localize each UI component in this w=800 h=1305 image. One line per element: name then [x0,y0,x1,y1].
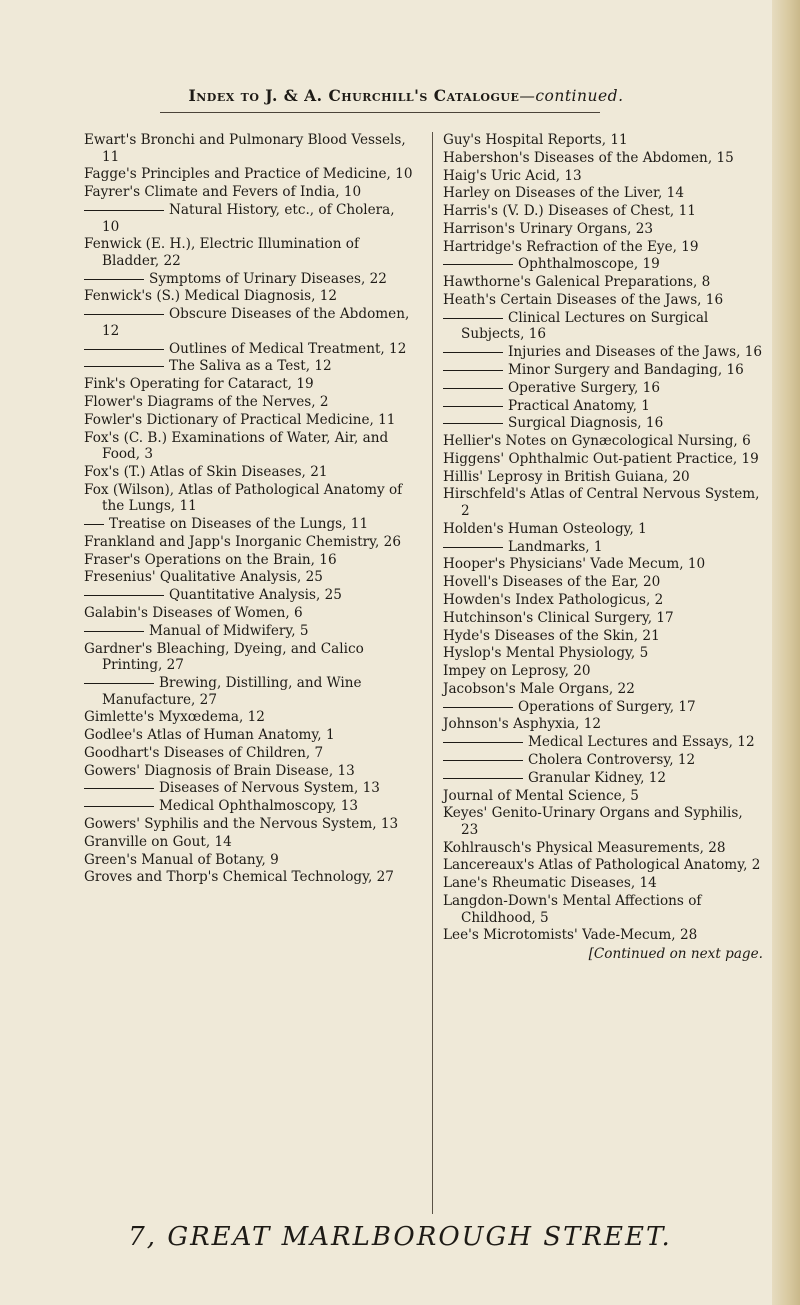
index-column-left [84,132,414,887]
index-entry [443,344,763,361]
index-entry-text: Manual of Midwifery, 5 [149,622,309,639]
index-entry-text: Ophthalmoscope, 19 [518,256,660,273]
ditto-dash [443,352,503,353]
index-entry-text: Surgical Diagnosis, 16 [508,415,664,432]
index-entry [84,587,414,604]
index-entry-text: Granville on Gout, 14 [84,833,232,850]
index-entry [443,433,763,450]
index-entry-text: Fox's (T.) Atlas of Skin Diseases, 21 [84,463,328,480]
index-entry-text: Fowler's Dictionary of Practical Medicine, 11 [84,411,396,428]
index-entry-text: Symptoms of Urinary Diseases, 22 [149,270,387,287]
index-entry-text: Journal of Mental Science, 5 [443,787,639,804]
index-entry-text: Galabin's Diseases of Women, 6 [84,604,303,621]
index-entry [443,256,763,273]
continued-note: [Continued on next page. [588,946,763,962]
index-entry [443,857,763,874]
index-entry-text: Langdon-Down's Mental Affections of Childhood, 5 [443,893,702,926]
index-entry-text: Higgens' Ophthalmic Out-patient Practice, 19 [443,450,759,467]
index-entry-text: Keyes' Genito-Urinary Organs and Syphilis, 23 [443,805,743,838]
index-entry-text: Fenwick's (S.) Medical Diagnosis, 12 [84,288,338,305]
index-entry-text: Fresenius' Qualitative Analysis, 25 [84,569,323,586]
index-entry [84,605,414,622]
index-entry [84,534,414,551]
ditto-dash [443,760,523,761]
index-entry [84,569,414,586]
index-entry-text: Harris's (V. D.) Diseases of Chest, 11 [443,203,696,220]
index-entry [84,675,414,708]
ditto-dash [84,788,154,789]
index-entry [84,763,414,780]
index-entry-text: Medical Ophthalmoscopy, 13 [159,798,359,815]
index-entry-text: Johnson's Asphyxia, 12 [443,716,602,733]
column-divider [432,132,433,1214]
index-entry-text: Groves and Thorp's Chemical Technology, 27 [84,869,394,886]
index-entry [84,798,414,815]
index-entry-text: Green's Manual of Botany, 9 [84,851,279,868]
index-entry-text: Guy's Hospital Reports, 11 [443,132,628,148]
index-entry [84,641,414,674]
index-entry [443,398,763,415]
index-entry-text: Lee's Microtomists' Vade-Mecum, 28 [443,927,698,944]
index-entry-text: Quantitative Analysis, 25 [169,587,342,604]
index-entry [84,202,414,235]
index-entry [443,805,763,838]
index-entry-text: Treatise on Diseases of the Lungs, 11 [109,516,369,533]
ditto-dash [84,314,164,315]
index-entry [443,415,763,432]
running-head-title: Index to J. & A. Churchill's Catalogue [188,86,520,105]
index-entry [84,852,414,869]
index-entry [84,132,414,165]
ditto-dash [443,707,513,708]
index-entry-text: Clinical Lectures on Surgical Subjects, 16 [461,309,709,343]
index-entry-text: Fink's Operating for Cataract, 19 [84,376,314,393]
index-entry [84,412,414,429]
index-entry-text: Ewart's Bronchi and Pulmonary Blood Vessels, 11 [84,132,406,165]
index-entry-text: Operations of Surgery, 17 [518,698,696,715]
ditto-dash [443,406,503,407]
index-entry-text: Practical Anatomy, 1 [508,397,650,414]
ditto-dash [443,264,513,265]
index-entry-text: Kohlrausch's Physical Measurements, 28 [443,839,726,856]
index-entry [84,341,414,358]
index-entry [84,166,414,183]
index-entry [84,271,414,288]
index-entry [84,306,414,339]
header-rule [160,112,600,113]
ditto-dash [84,631,144,632]
index-entry [443,185,763,202]
index-entry [443,752,763,769]
index-entry-text: Frankland and Japp's Inorganic Chemistry, 26 [84,533,401,550]
index-entry-text: Outlines of Medical Treatment, 12 [169,340,407,357]
index-entry [84,358,414,375]
index-entry [84,780,414,797]
index-entry [443,663,763,680]
index-entry-text: Minor Surgery and Bandaging, 16 [508,361,744,378]
index-entry [443,274,763,291]
index-entry-text: Natural History, etc., of Cholera, 10 [102,201,395,235]
index-entry [84,184,414,201]
index-entry-text: Hyslop's Mental Physiology, 5 [443,645,649,662]
index-entry [84,816,414,833]
index-entry [443,451,763,468]
index-entry [84,516,414,533]
index-entry-text: Lancereaux's Atlas of Pathological Anatomy, 2 [443,857,761,874]
index-entry [443,203,763,220]
index-entry [443,927,763,944]
index-entry [443,521,763,538]
index-entry [84,869,414,886]
ditto-dash [84,806,154,807]
index-entry-text: Granular Kidney, 12 [528,769,667,786]
index-entry-text: Habershon's Diseases of the Abdomen, 15 [443,149,734,166]
index-entry-text: Hawthorne's Galenical Preparations, 8 [443,274,711,291]
index-entry-text: Fagge's Principles and Practice of Medicine, 10 [84,166,413,183]
index-entry-text: Gowers' Syphilis and the Nervous System, 13 [84,815,399,832]
index-entry [443,788,763,805]
ditto-dash [443,318,503,319]
index-entry [443,380,763,397]
index-entry [84,623,414,640]
index-entry [443,716,763,733]
index-entry-text: Heath's Certain Diseases of the Jaws, 16 [443,292,724,309]
ditto-dash [84,279,144,280]
index-entry [84,727,414,744]
publisher-address: 7, GREAT MARLBOROUGH STREET. [128,1222,672,1252]
index-entry [443,221,763,238]
index-entry [443,486,763,519]
index-entry-text: Fayrer's Climate and Fevers of India, 10 [84,184,362,201]
index-entry-text: Fenwick (E. H.), Electric Illumination of Bladder, 22 [84,236,360,269]
index-entry [84,430,414,463]
index-entry [443,168,763,185]
index-entry-text: Fraser's Operations on the Brain, 16 [84,551,337,568]
index-entry [84,394,414,411]
index-entry-text: Cholera Controversy, 12 [528,751,696,768]
index-entry-text: The Saliva as a Test, 12 [169,358,332,375]
ditto-dash [443,742,523,743]
ditto-dash [443,388,503,389]
ditto-dash [84,595,164,596]
index-entry-text: Gowers' Diagnosis of Brain Disease, 13 [84,762,355,779]
index-entry [443,362,763,379]
index-entry [443,469,763,486]
index-entry-text: Landmarks, 1 [508,538,603,555]
index-entry [443,681,763,698]
running-head [56,86,756,105]
index-entry [84,552,414,569]
index-entry-text: Jacobson's Male Organs, 22 [443,680,635,697]
index-entry-text: Hovell's Diseases of the Ear, 20 [443,574,661,591]
ditto-dash [443,547,503,548]
index-entry-text: Hooper's Physicians' Vade Mecum, 10 [443,556,706,573]
index-entry-text: Brewing, Distilling, and Wine Manufacture, 27 [102,674,362,708]
index-entry-text: Holden's Human Osteology, 1 [443,520,647,537]
index-entry [443,610,763,627]
page-edge [772,0,800,1305]
index-column-right [443,132,763,963]
ditto-dash [84,210,164,211]
index-entry-text: Hutchinson's Clinical Surgery, 17 [443,609,674,626]
index-entry-text: Hirschfeld's Atlas of Central Nervous System, 2 [443,486,760,520]
ditto-dash [84,683,154,684]
index-entry [84,745,414,762]
index-entry [443,592,763,609]
index-entry [443,893,763,926]
index-entry [443,840,763,857]
index-entry [443,150,763,167]
index-entry-text: Injuries and Diseases of the Jaws, 16 [508,344,763,361]
index-entry-text: Gardner's Bleaching, Dyeing, and Calico Printing, 27 [84,640,364,674]
index-entry [443,875,763,892]
index-entry-text: Hyde's Diseases of the Skin, 21 [443,627,660,644]
index-entry-text: Diseases of Nervous System, 13 [159,780,380,797]
ditto-dash [84,366,164,367]
running-head-suffix: —continued. [519,87,624,105]
index-entry-text: Goodhart's Diseases of Children, 7 [84,744,324,761]
index-entry-text: Harrison's Urinary Organs, 23 [443,220,654,237]
index-entry-text: Fox (Wilson), Atlas of Pathological Anatomy of the Lungs, 11 [84,481,403,515]
index-entry-text: Hartridge's Refraction of the Eye, 19 [443,238,699,255]
index-entry [443,699,763,716]
index-entry [443,734,763,751]
index-entry [84,482,414,515]
ditto-dash [443,778,523,779]
index-entry [84,464,414,481]
index-entry-text: Obscure Diseases of the Abdomen, 12 [102,306,410,339]
index-entry-text: Flower's Diagrams of the Nerves, 2 [84,393,329,410]
index-entry-text: Hillis' Leprosy in British Guiana, 20 [443,468,690,485]
index-entry-text: Fox's (C. B.) Examinations of Water, Air, and Food, 3 [84,429,389,463]
ditto-dash [84,524,104,525]
index-entry-text: Impey on Leprosy, 20 [443,663,591,680]
index-entry-text: Lane's Rheumatic Diseases, 14 [443,875,657,892]
index-entry [443,239,763,256]
index-entry-text: Harley on Diseases of the Liver, 14 [443,185,684,202]
ditto-dash [84,349,164,350]
index-entry-text: Hellier's Notes on Gynæcological Nursing, 6 [443,433,751,450]
index-entry [443,628,763,645]
index-entry [84,709,414,726]
index-entry [443,574,763,591]
index-entry-text: Howden's Index Pathologicus, 2 [443,591,664,608]
index-entry [443,310,763,343]
index-entry [84,288,414,305]
index-entry-text: Operative Surgery, 16 [508,379,660,396]
index-entry [84,376,414,393]
index-entry [443,539,763,556]
index-entry [84,236,414,269]
index-entry-text: Godlee's Atlas of Human Anatomy, 1 [84,727,335,744]
index-entry [443,556,763,573]
index-entry-text: Medical Lectures and Essays, 12 [528,734,755,751]
index-entry [443,770,763,787]
ditto-dash [443,370,503,371]
index-entry-text: Haig's Uric Acid, 13 [443,167,582,184]
index-entry [84,834,414,851]
index-entry-text: Gimlette's Myxœdema, 12 [84,709,265,726]
index-entry [443,292,763,309]
ditto-dash [443,423,503,424]
index-entry [443,132,763,149]
index-entry [443,645,763,662]
